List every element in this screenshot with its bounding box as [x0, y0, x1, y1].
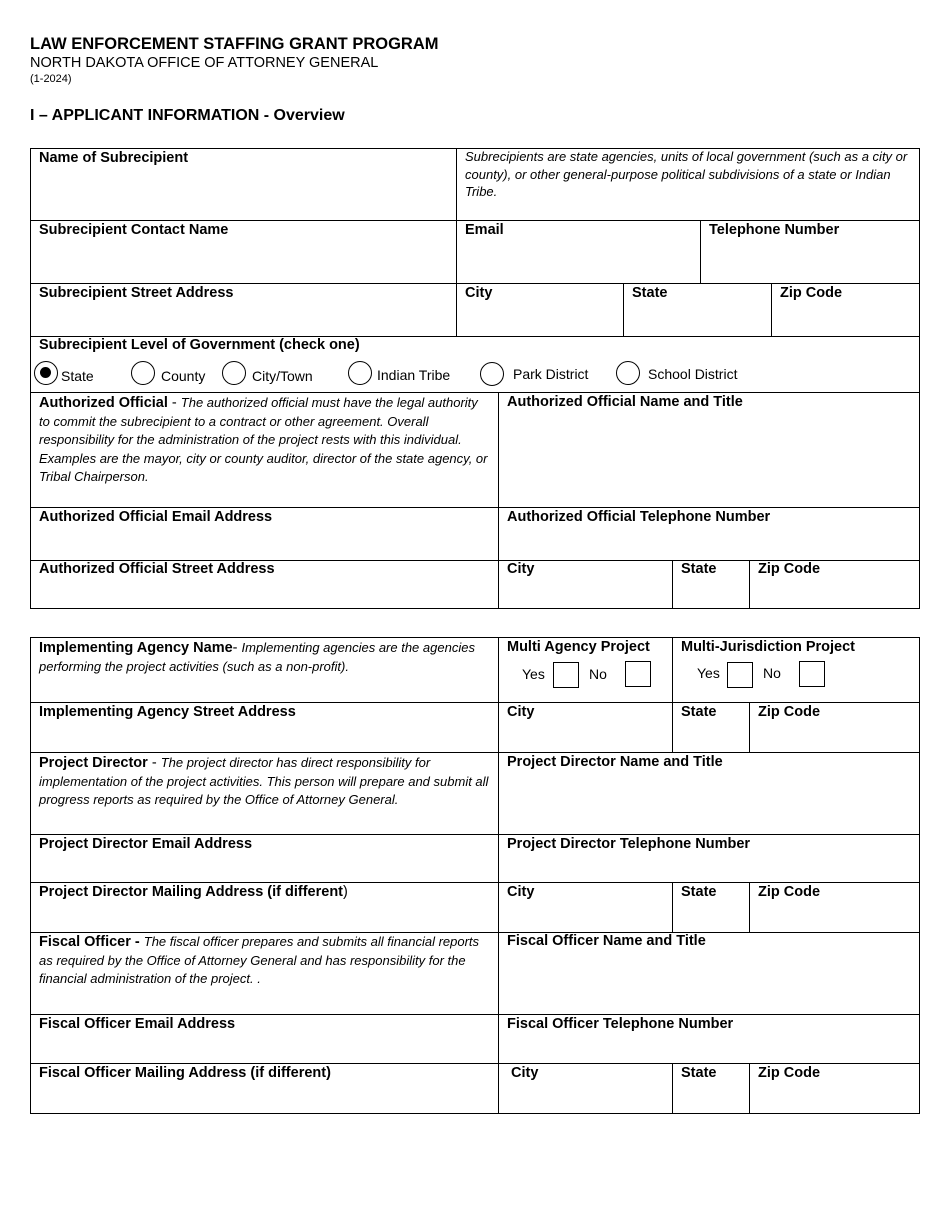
- form-title: LAW ENFORCEMENT STAFFING GRANT PROGRAM: [30, 35, 439, 53]
- radio-city-town-label: City/Town: [252, 368, 313, 384]
- project-director-name-title-label: Project Director Name and Title: [507, 754, 723, 770]
- fiscal-officer-description: [39, 933, 489, 989]
- subrecipient-name-label: Name of Subrecipient: [39, 150, 189, 166]
- level-of-government-label: Subrecipient Level of Government (check one): [39, 337, 360, 353]
- subrecipient-phone-label: Telephone Number: [709, 222, 840, 238]
- project-director-city-field[interactable]: [499, 904, 671, 931]
- multi-jurisdiction-label: Multi-Jurisdiction Project: [681, 639, 856, 655]
- implementing-agency-description: Implementing Agency Name- Implementing agencies are the agencies performing the project activities (such as a non-profit).: [39, 640, 475, 674]
- implementing-agency-state-field[interactable]: [673, 724, 748, 751]
- subrecipient-email-field[interactable]: [457, 242, 699, 282]
- subrecipient-contact-label: Subrecipient Contact Name: [39, 222, 229, 238]
- subrecipient-city-label: City: [465, 285, 493, 301]
- subrecipient-street-field[interactable]: [31, 305, 455, 335]
- authorized-official-state-field[interactable]: [673, 581, 748, 608]
- radio-county-label: County: [161, 368, 206, 384]
- fiscal-officer-mailing-label: Fiscal Officer Mailing Address (if different): [39, 1065, 331, 1081]
- fiscal-officer-zip-field[interactable]: [750, 1085, 919, 1113]
- implementing-agency-city-label: City: [507, 704, 535, 720]
- form-code: (1-2024): [30, 73, 72, 85]
- authorized-official-name-title-label: Authorized Official Name and Title: [507, 394, 743, 410]
- project-director-phone-field[interactable]: [499, 856, 919, 881]
- multi-agency-yes-label: Yes: [522, 666, 545, 682]
- project-director-phone-label: Project Director Telephone Number: [507, 836, 751, 852]
- radio-park-district-label: Park District: [513, 366, 589, 382]
- implementing-agency-zip-field[interactable]: [750, 724, 919, 751]
- subrecipient-phone-field[interactable]: [701, 242, 919, 282]
- authorized-official-city-field[interactable]: [499, 581, 671, 608]
- multi-agency-yes-checkbox[interactable]: [553, 662, 579, 688]
- authorized-official-street-field[interactable]: [31, 581, 497, 608]
- project-director-label: Project Director: [39, 755, 148, 771]
- radio-state-label: State: [61, 368, 94, 384]
- subrecipient-help-text: Subrecipients are state agencies, units of local government (such as a city or county), or other general-purpose political subdivisions of a state or Indian Tribe.: [465, 149, 908, 199]
- subrecipient-state-field[interactable]: [624, 305, 770, 335]
- radio-city-town[interactable]: [222, 361, 246, 385]
- authorized-official-street-label: Authorized Official Street Address: [39, 561, 275, 577]
- implementing-agency-help-text: Implementing agencies are the agencies performing the project activities (such as a non-profit).: [39, 640, 475, 674]
- implementing-agency-city-field[interactable]: [499, 724, 671, 751]
- authorized-official-state-label: State: [681, 561, 717, 577]
- authorized-official-zip-label: Zip Code: [758, 561, 821, 577]
- fiscal-officer-state-field[interactable]: [673, 1085, 748, 1113]
- fiscal-officer-zip-label: Zip Code: [758, 1065, 821, 1081]
- project-director-zip-label: Zip Code: [758, 884, 821, 900]
- fiscal-officer-phone-label: Fiscal Officer Telephone Number: [507, 1016, 734, 1032]
- project-director-help-text: The project director has direct responsibility for implementation of the project activities. This person will prepare and submit all progress reports as required by the Office of Attorney General.: [39, 755, 489, 807]
- project-director-mailing-field[interactable]: [31, 904, 497, 931]
- fiscal-officer-email-label: Fiscal Officer Email Address: [39, 1016, 236, 1032]
- authorized-official-phone-field[interactable]: [499, 529, 919, 559]
- fiscal-officer-name-title-label: Fiscal Officer Name and Title: [507, 933, 706, 949]
- radio-county[interactable]: [131, 361, 155, 385]
- multi-agency-no-checkbox[interactable]: [625, 661, 651, 687]
- implementing-agency-street-label: Implementing Agency Street Address: [39, 704, 296, 720]
- project-director-state-label: State: [681, 884, 717, 900]
- radio-school-district-label: School District: [648, 366, 738, 382]
- fiscal-officer-city-label: City: [511, 1065, 539, 1081]
- fiscal-officer-email-field[interactable]: [31, 1036, 497, 1062]
- multi-agency-label: Multi Agency Project: [507, 639, 650, 655]
- implementing-agency-zip-label: Zip Code: [758, 704, 821, 720]
- authorized-official-email-field[interactable]: [31, 529, 497, 559]
- fiscal-officer-city-field[interactable]: [499, 1085, 671, 1113]
- authorized-official-description: Authorized Official - The authorized official must have the legal authority to commit the subrecipient to a contract or other agreement. Overall responsibility for the administration of the project rests with this individual. Examples are the mayor, city or county auditor, director of the state agency, or Tribal Chairperson.: [39, 395, 488, 484]
- authorized-official-help-text: The authorized official must have the legal authority to commit the subrecipient to a contract or other agreement. Overall responsibility for the administration of the project rests with this individual. Examples are the mayor, city or county auditor, director of the state agency, or Tribal Chairperson.: [39, 395, 488, 484]
- authorized-official-email-label: Authorized Official Email Address: [39, 509, 273, 525]
- authorized-official-city-label: City: [507, 561, 535, 577]
- radio-park-district[interactable]: [480, 362, 504, 386]
- radio-indian-tribe[interactable]: [348, 361, 372, 385]
- fiscal-officer-mailing-field[interactable]: [31, 1085, 497, 1113]
- project-director-zip-field[interactable]: [750, 904, 919, 931]
- fiscal-officer-phone-field[interactable]: [499, 1036, 919, 1062]
- subrecipient-state-label: State: [632, 285, 668, 301]
- multi-jurisdiction-yes-label: Yes: [697, 665, 720, 681]
- radio-school-district[interactable]: [616, 361, 640, 385]
- subrecipient-street-label: Subrecipient Street Address: [39, 285, 234, 301]
- subrecipient-city-field[interactable]: [457, 305, 622, 335]
- authorized-official-label: Authorized Official: [39, 395, 168, 411]
- project-director-city-label: City: [507, 884, 535, 900]
- section-title: I – APPLICANT INFORMATION - Overview: [30, 107, 345, 124]
- subrecipient-zip-field[interactable]: [772, 305, 919, 335]
- project-director-mailing-label: Project Director Mailing Address (if different): [39, 884, 348, 900]
- authorized-official-name-title-field[interactable]: [499, 414, 919, 506]
- project-director-email-field[interactable]: [31, 856, 497, 881]
- subrecipient-zip-label: Zip Code: [780, 285, 843, 301]
- implementing-agency-state-label: State: [681, 704, 717, 720]
- subrecipient-email-label: Email: [465, 222, 504, 238]
- authorized-official-phone-label: Authorized Official Telephone Number: [507, 509, 771, 525]
- project-director-name-title-field[interactable]: [499, 774, 919, 833]
- fiscal-officer-name-title-field[interactable]: [499, 953, 919, 1013]
- radio-state[interactable]: [34, 361, 58, 385]
- fiscal-officer-label: Fiscal Officer -: [39, 934, 140, 950]
- multi-jurisdiction-yes-checkbox[interactable]: [727, 662, 753, 688]
- implementing-agency-street-field[interactable]: [31, 724, 497, 751]
- implementing-agency-label: Implementing Agency Name: [39, 640, 233, 656]
- subrecipient-name-field[interactable]: [31, 170, 455, 219]
- fiscal-officer-state-label: State: [681, 1065, 717, 1081]
- multi-agency-no-label: No: [589, 666, 607, 682]
- project-director-state-field[interactable]: [673, 904, 748, 931]
- authorized-official-zip-field[interactable]: [750, 581, 919, 608]
- multi-jurisdiction-no-label: No: [763, 665, 781, 681]
- fiscal-officer-help-text: The fiscal officer prepares and submits all financial reports as required by the Office of Attorney General and has responsibility for the financial administration of the project. .: [39, 934, 480, 986]
- agency-name: NORTH DAKOTA OFFICE OF ATTORNEY GENERAL: [30, 55, 379, 71]
- project-director-description: Project Director - The project director has direct responsibility for implementation of the project activities. This person will prepare and submit all progress reports as required by the Office of Attorney General.: [39, 755, 489, 807]
- multi-jurisdiction-no-checkbox[interactable]: [799, 661, 825, 687]
- project-director-email-label: Project Director Email Address: [39, 836, 253, 852]
- radio-indian-tribe-label: Indian Tribe: [377, 367, 451, 383]
- subrecipient-contact-field[interactable]: [31, 242, 455, 282]
